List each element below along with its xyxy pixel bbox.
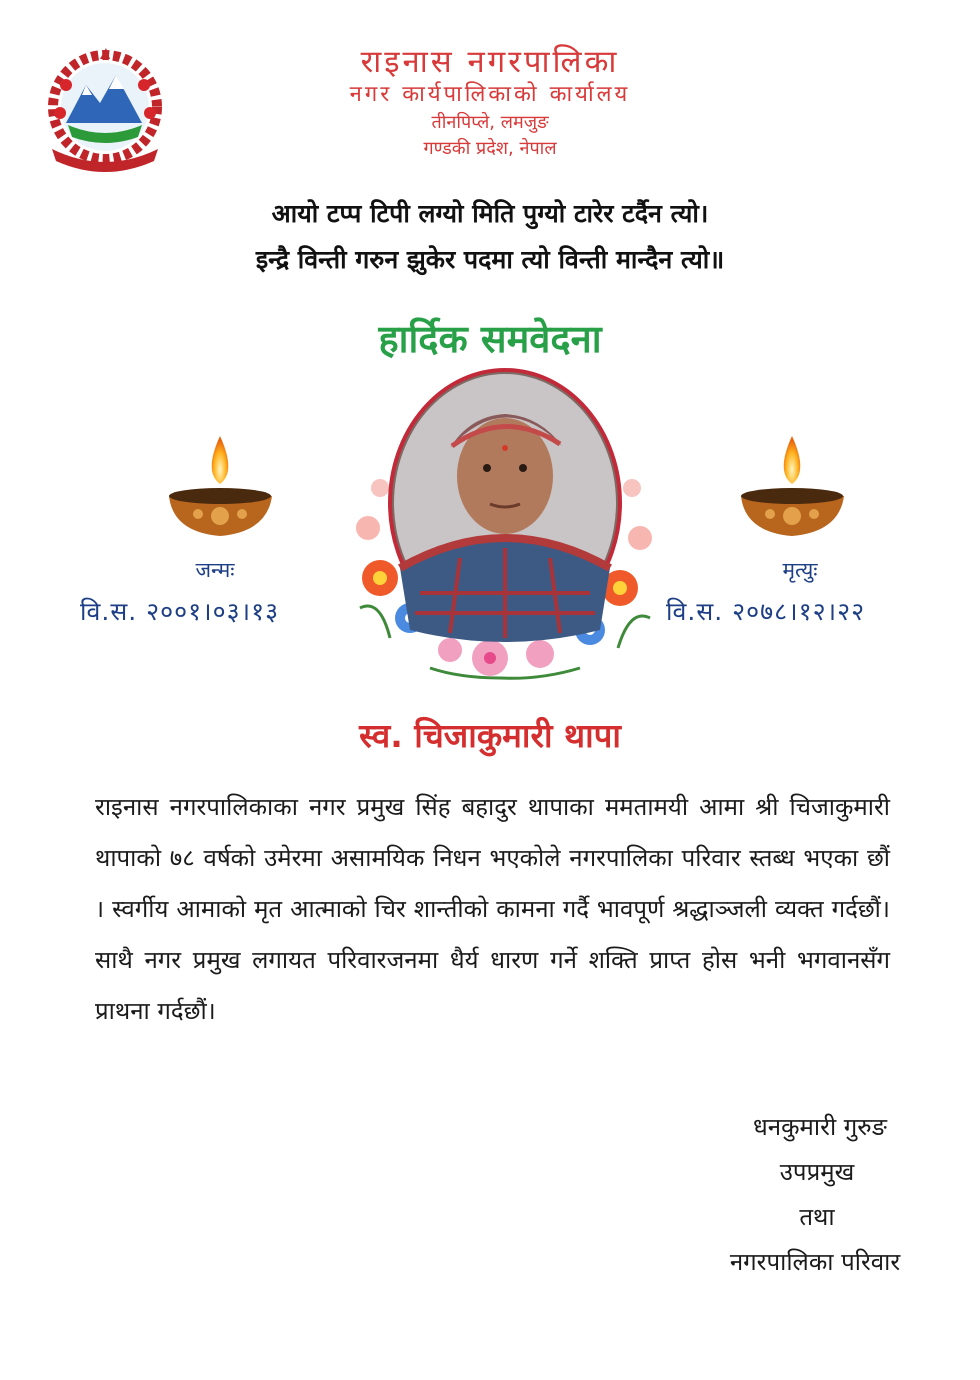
nepal-emblem-icon	[38, 45, 173, 175]
address-line-1: तीनपिप्ले, लमजुङ	[431, 112, 549, 133]
signatory-org: नगरपालिका परिवार	[729, 1248, 901, 1276]
diya-lamp-icon	[163, 432, 278, 542]
signatory-name: धनकुमारी गुरुङ	[753, 1113, 887, 1141]
verse-line-2: इन्द्रै विन्ती गरुन झुकेर पदमा त्यो विन्ती मान्दैन त्यो॥	[255, 245, 725, 274]
deceased-name: स्व. चिजाकुमारी थापा	[359, 716, 621, 755]
birth-date: वि.स. २००१।०३।१३	[80, 597, 280, 626]
death-label: मृत्युः	[782, 558, 818, 582]
condolence-message: राइनास नगरपालिकाका नगर प्रमुख सिंह बहादुर थापाका ममतामयी आमा श्री चिजाकुमारी थापाको ७८ वर्षको उमेरमा असामयिक निधन भएकोले नगरपालिका परिवार स्तब्ध भएका छौं । स्वर्गीय आमाको मृत आत्माको चिर शान्तीको कामना गर्दै भावपूर्ण श्रद्धाञ्जली व्यक्त गर्दछौं।साथै नगर प्रमुख लगायत परिवारजनमा धैर्य धारण गर्ने शक्ति प्राप्त होस भनी भगवानसँग प्राथना गर्दछौं।	[95, 793, 890, 1025]
death-date: वि.स. २०७८।१२।२२	[666, 597, 866, 626]
diya-lamp-icon	[735, 432, 850, 542]
signatory-title: उपप्रमुख	[779, 1158, 855, 1186]
verse-line-1: आयो टप्प टिपी लग्यो मिति पुग्यो टारेर टर्दैन त्यो।	[271, 199, 709, 228]
address-line-2: गण्डकी प्रदेश, नेपाल	[423, 138, 557, 159]
condolence-title: हार्दिक समवेदना	[378, 317, 602, 361]
signatory-conjunction: तथा	[799, 1203, 835, 1231]
municipality-name: राइनास नगरपालिका	[360, 44, 620, 80]
birth-label: जन्मः	[195, 558, 235, 582]
office-name: नगर कार्यपालिकाको कार्यालय	[349, 82, 631, 107]
portrait-photo	[340, 368, 670, 698]
